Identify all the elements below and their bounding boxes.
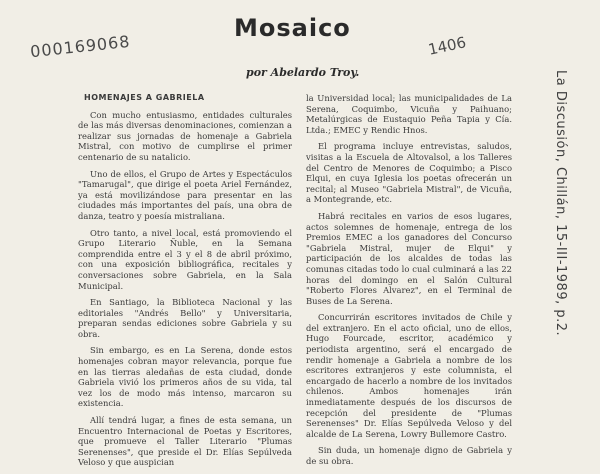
paragraph: Sin embargo, es en La Serena, donde estos homenajes cobran mayor relevancia, porque fue en las tierras aledañas de esta ciudad, donde Gabriela vivió los primeros años de su vida, tal vez los de modo más intenso, marcaron su existencia. — [78, 345, 292, 409]
paragraph: El programa incluye entrevistas, saludos, visitas a la Escuela de Altovalsol, a los Talleres del Centro de Menores de Coquimbo; a Pisco Elqui, en cuya Iglesia los poetas ofrecerán un recital; al Museo "Gabriela Mistral", de Vicuña, a Montegrande, etc. — [306, 141, 512, 205]
column-title: Mosaico — [234, 14, 351, 42]
handwritten-source-note: La Discusión, Chillán, 15-III-1989, p.2. — [553, 70, 568, 337]
paragraph: Concurrirán escritores invitados de Chile y del extranjero. En el acto oficial, uno de ellos, Hugo Fourcade, escritor, académico y periodista argentino, será el encargado de rendir homenaje a Gabriela a nombre de los escritores extranjeros y este columnista, el encargado de hacerlo a nombre de los invitados chilenos. Ambos homenajes irán inmediatamente después de los discursos de recepción del presidente de "Plumas Serenenses" Dr. Elías Sepúlveda Veloso y del alcalde de La Serena, Lowry Bullemore Castro. — [306, 312, 512, 439]
paragraph: Uno de ellos, el Grupo de Artes y Espectáculos "Tamarugal", que dirige el poeta Ariel Fernández, ya está movilizándose para presentar en las ciudades más importantes del país, una obra de danza, teatro y poesía mistraliana. — [78, 168, 292, 221]
paragraph: En Santiago, la Biblioteca Nacional y las editoriales "Andrés Bello" y Universitaria, preparan sendas ediciones sobre Gabriela y su obra. — [78, 297, 292, 339]
byline: por Abelardo Troy. — [246, 66, 360, 79]
paragraph: Con mucho entusiasmo, entidades culturales de las más diversas denominaciones, comienzan a realizar sus jornadas de homenaje a Gabriela Mistral, con motivo de cumplirse el primer centenario de su natalicio. — [78, 109, 292, 162]
paragraph: Allí tendrá lugar, a fines de esta semana, un Encuentro Internacional de Poetas y Escritores, que promueve el Taller Literario "Plumas Serenenses", que preside el Dr. Elías Sepúlveda Veloso y que auspician — [78, 415, 292, 468]
paragraph: Sin duda, un homenaje digno de Gabriela y de su obra. — [306, 445, 512, 466]
handwritten-number: 1406 — [426, 33, 468, 59]
section-heading: HOMENAJES A GABRIELA — [84, 93, 205, 102]
left-column — [78, 93, 292, 474]
paragraph: Otro tanto, a nivel local, está promoviendo el Grupo Literario Ñuble, en la Semana comprendida entre el 3 y el 8 de abril próximo, con una exposición bibliográfica, recitales y conversaciones sobre Gabriela, en la Sala Municipal. — [78, 227, 292, 291]
handwritten-catalog-id: 000169068 — [29, 31, 132, 62]
paragraph: la Universidad local; las municipalidades de La Serena, Coquimbo, Vicuña y Paihuano; Metalúrgicas de Eustaquio Peña Tapia y Cía. Ltda.; EMEC y Rendic Hnos. — [306, 93, 512, 135]
right-column — [306, 93, 512, 473]
paragraph: Habrá recitales en varios de esos lugares, actos solemnes de homenaje, entrega de los Premios EMEC a los ganadores del Concurso "Gabriela Mistral, mujer de Elqui" y participación de los alcaldes de todas las comunas citadas todo lo cual culminará a las 22 horas del domingo en el Salón Cultural "Roberto Flores Alvarez", en el Terminal de Buses de La Serena. — [306, 210, 512, 306]
